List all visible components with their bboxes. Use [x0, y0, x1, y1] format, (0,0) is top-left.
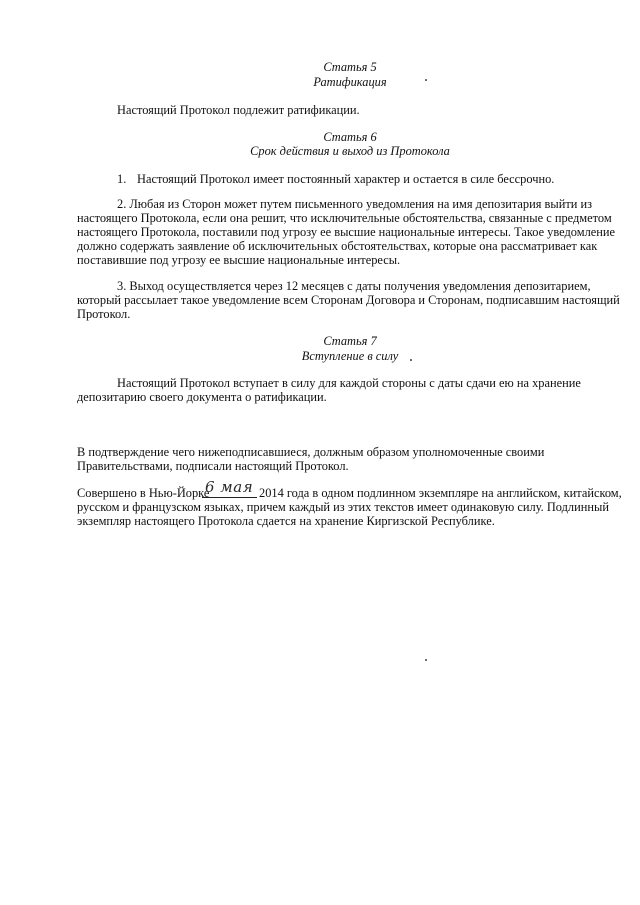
date-blank-line: [202, 497, 257, 498]
witness-line2: Правительствами, подписали настоящий Протокол.: [77, 459, 349, 473]
article6-p3-line3: Протокол.: [77, 307, 131, 321]
article6-p2-line2: настоящего Протокола, если она решит, что исключительные обстоятельства, связанные с предметом: [77, 211, 612, 225]
article6-p1-text: Настоящий Протокол имеет постоянный характер и остается в силе бессрочно.: [137, 172, 555, 186]
scan-speck: [410, 359, 412, 361]
done-suffix: 2014 года в одном подлинном экземпляре на английском, китайском,: [259, 486, 622, 500]
article6-p3-line1: 3. Выход осуществляется через 12 месяцев с даты получения уведомления депозитарием,: [117, 279, 591, 293]
article5-text: Настоящий Протокол подлежит ратификации.: [117, 103, 360, 117]
article6-p2-line1: 2. Любая из Сторон может путем письменного уведомления на имя депозитария выйти из: [117, 197, 593, 211]
article6-p2-line3: настоящего Протокола, поставили под угрозу ее высшие национальные интересы. Такое уведомление: [77, 225, 616, 239]
article6-subtitle: Срок действия и выход из Протокола: [250, 144, 450, 158]
article7-p-line1: Настоящий Протокол вступает в силу для каждой стороны с даты сдачи ею на хранение: [117, 376, 581, 390]
handwritten-date: 6 мая: [205, 478, 254, 496]
article6-heading: Статья 6: [323, 130, 377, 144]
article7-subtitle: Вступление в силу: [301, 349, 399, 363]
article5-subtitle: Ратификация: [313, 75, 387, 89]
witness-line1: В подтверждение чего нижеподписавшиеся, должным образом уполномоченные своими: [77, 445, 545, 459]
article6-p2-line5: поставившие под угрозу ее высшие национальные интересы.: [77, 253, 401, 267]
article5-heading: Статья 5: [323, 60, 377, 74]
done-prefix: Совершено в Нью-Йорке: [77, 486, 210, 500]
article6-p2-line4: должно содержать заявление об исключительных обстоятельствах, которые она рассматривает как: [77, 239, 598, 253]
article7-heading: Статья 7: [323, 334, 377, 348]
article6-p1-number: 1.: [117, 172, 127, 186]
done-line3: экземпляр настоящего Протокола сдается на хранение Киргизской Республике.: [77, 514, 495, 528]
scan-speck: [425, 79, 427, 81]
done-line2: русском и французском языках, причем каждый из этих текстов имеет одинаковую силу. Подлинный: [77, 500, 609, 514]
scan-speck: [425, 659, 427, 661]
article7-p-line2: депозитарию своего документа о ратификации.: [77, 390, 327, 404]
article6-p3-line2: который рассылает такое уведомление всем Сторонам Договора и Сторонам, подписавшим настоящий: [77, 293, 620, 307]
